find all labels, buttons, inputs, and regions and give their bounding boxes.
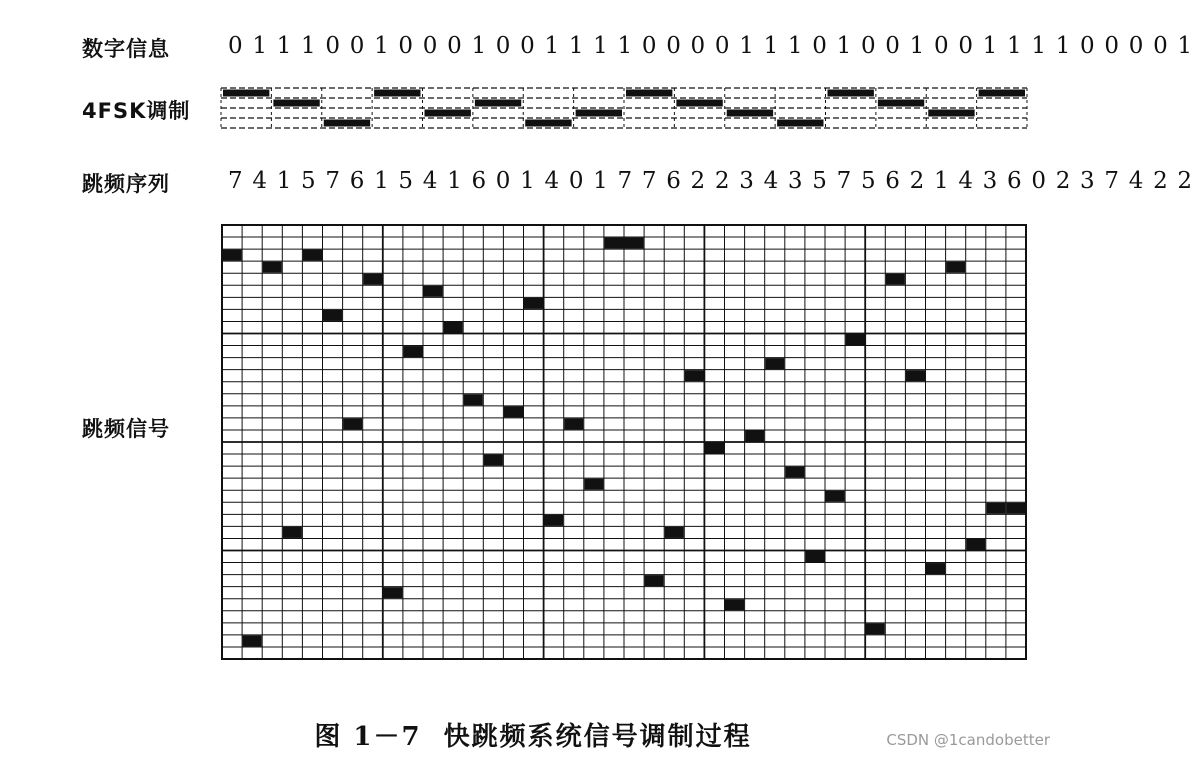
figure-title: 快跳频系统信号调制过程 [443, 722, 752, 752]
hop-cell [363, 274, 382, 285]
fsk-symbol-block [374, 90, 420, 97]
fsk-symbol-block [475, 100, 521, 107]
fsk-symbol-block [576, 110, 622, 117]
hop-cell [283, 527, 302, 538]
digital-bits: 0 1 1 1 0 0 1 0 0 0 1 0 0 1 1 1 1 0 0 0 0 1 1 1 0 1 0 0 1 0 0 1 1 1 1 0 0 0 0 1 [228, 33, 1193, 59]
fsk-symbol-block [324, 120, 370, 127]
fsk-symbol-block [878, 100, 924, 107]
hop-cell [826, 491, 845, 502]
figure-number: 图 1－7 [314, 722, 422, 752]
hop-cell [223, 250, 242, 261]
hop-cell [886, 274, 905, 285]
hop-cell [564, 418, 583, 429]
hop-cell [464, 394, 483, 405]
hop-signal-grid [220, 223, 1028, 661]
fsk-symbol-block [273, 100, 319, 107]
hop-cell [665, 527, 684, 538]
hop-cell [705, 443, 724, 454]
hop-cell [604, 238, 623, 249]
hop-cell [906, 370, 925, 381]
label-hop-signal: 跳频信号 [82, 417, 170, 441]
hop-cell [243, 635, 262, 646]
hop-cell [946, 262, 965, 273]
hop-cell [926, 563, 945, 574]
fsk-symbol-block [777, 120, 823, 127]
hop-cell [383, 587, 402, 598]
hop-cell [846, 334, 865, 345]
hop-cell [504, 406, 523, 417]
hop-cell [403, 346, 422, 357]
fsk-symbol-block [727, 110, 773, 117]
hop-cell [785, 467, 804, 478]
fsk-symbol-block [223, 90, 269, 97]
fsk-symbol-block [928, 110, 974, 117]
label-fsk: 4FSK调制 [82, 99, 191, 123]
hop-sequence-digits: 7 4 1 5 7 6 1 5 4 1 6 0 1 4 0 1 7 7 6 2 2 3 4 3 5 7 5 6 2 1 4 3 6 0 2 3 7 4 2 2 [228, 168, 1193, 194]
hop-cell [424, 286, 443, 297]
hop-cell [544, 515, 563, 526]
hop-cell [1006, 503, 1025, 514]
hop-cell [625, 238, 644, 249]
hop-cell [584, 479, 603, 490]
fsk-symbol-block [828, 90, 874, 97]
hop-cell [444, 322, 463, 333]
fsk-symbol-block [676, 100, 722, 107]
hop-cell [725, 599, 744, 610]
fsk-symbol-block [979, 90, 1025, 97]
hop-cell [323, 310, 342, 321]
fsk-waveform [220, 86, 1028, 146]
hop-cell [343, 418, 362, 429]
hop-cell [765, 358, 784, 369]
fsk-symbol-block [626, 90, 672, 97]
hop-cell [966, 539, 985, 550]
fsk-symbol-block [525, 120, 571, 127]
hop-cell [745, 430, 764, 441]
label-digital-info: 数字信息 [82, 37, 170, 61]
watermark: CSDN @1candobetter [886, 731, 1050, 749]
hop-cell [524, 298, 543, 309]
hop-cell [303, 250, 322, 261]
hop-cell [685, 370, 704, 381]
hop-cell [866, 623, 885, 634]
fsk-symbol-block [425, 110, 471, 117]
hop-cell [986, 503, 1005, 514]
hop-cell [484, 455, 503, 466]
hop-cell [645, 575, 664, 586]
label-hop-sequence: 跳频序列 [82, 172, 170, 196]
hop-cell [805, 551, 824, 562]
hop-cell [263, 262, 282, 273]
